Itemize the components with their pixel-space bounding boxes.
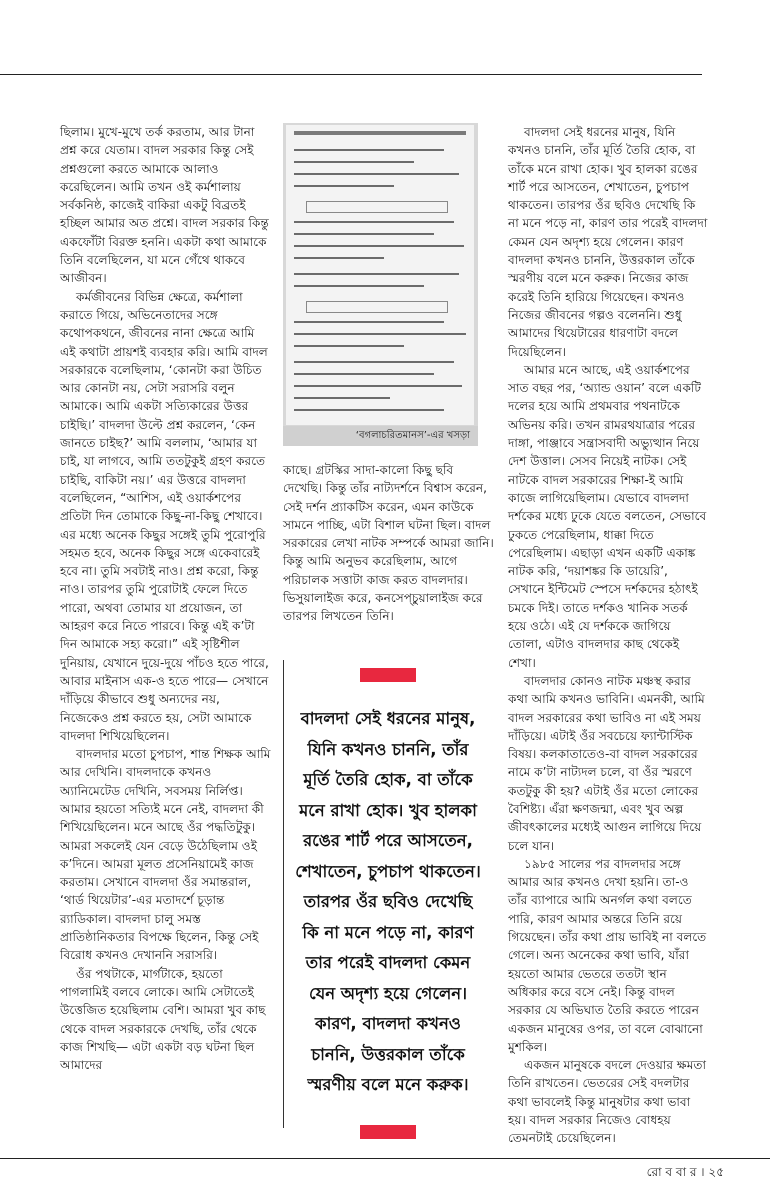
paragraph: একজন মানুষকে বদলে দেওয়ার ক্ষমতা তিনি রাখতেন। ভেতরের সেই বদলটার কথা ভাবলেই কিন্তু মানুষটার কথা ভাবা হয়। বাদল সরকার নিজেও বোধহয় তেমনটাই চেয়েছিলেন।	[508, 1058, 706, 1146]
paragraph: ওঁর পথটাকে, মার্গটাকে, হয়তো পাগলামিই বলবে লোকে। আমি সেটাতেই উত্তেজিত হয়েছিলাম বেশি। আমরা খুব কাছ থেকে বাদল সরকারকে দেখছি, তাঁর থেকে কাজ শিখছি— এটা একটা বড় ঘটনা ছিল আমাদের	[60, 966, 266, 1073]
manuscript-heading-line	[294, 131, 466, 135]
manuscript-figure	[283, 123, 478, 446]
pullquote	[293, 668, 483, 1139]
pullquote-top-bar	[360, 668, 416, 682]
manuscript-box	[306, 301, 448, 313]
paragraph: কর্মজীবনের বিভিন্ন ক্ষেত্রে, কর্মশালা করাতে গিয়ে, অভিনেতাদের সঙ্গে কথোপকথনে, জীবনের নানা ক্ষেত্রে আমি এই কথাটা প্রায়শই ব্যবহার করি। আমি বাদল সরকারকে বলেছিলাম, ‘কোনটা করা উচিত আর কোনটা নয়, সেটা সরাসরি বলুন আমাকে। আমি একটা সত্যিকারের উত্তর চাইছি।’ বাদলদা উল্টে প্রশ্ন করলেন, ‘কেন জানতে চাইছ?’ আমি বললাম, ‘আমার যা চাই, যা লাগবে, আমি ততটুকুই গ্রহণ করতে চাইছি, বাকিটা নয়।’ এর উত্তরে বাদলদা বলেছিলেন, “আশিস, এই ওয়ার্কশপের প্রতিটা দিন তোমাকে কিছু-না-কিছু শেখাবে। এর মধ্যে অনেক কিছুর সঙ্গেই তুমি পুরোপুরি সহমত হবে, অনেক কিছুর সঙ্গে একেবারেই হবে না। তুমি সবটাই নাও। প্রশ্ন করো, কিন্তু নাও। তারপর তুমি পুরোটাই ফেলে দিতে পারো, অথবা তোমার যা প্রয়োজন, তা আহরণ করে নিতে পারবে। কিন্তু এই ক’টা দিন আমাকে সহ্য করো।” এই সৃষ্টিশীল দুনিয়ায়, যেখানে দুয়ে-দুয়ে পাঁচও হতে পারে, আবার মাইনাস এক-ও হতে পারে— সেখানে দাঁড়িয়ে কীভাবে শুধু অন্যদের নয়, নিজেকেও প্রশ্ন করতে হয়, সেটা আমাকে বাদলদা শিখিয়েছিলেন।	[60, 289, 269, 743]
figure-caption: ‘বগলাচরিতমানস’-এর খসড়া	[283, 426, 478, 446]
paragraph: বাদলদার মতো চুপচাপ, শান্ত শিক্ষক আমি আর দেখিনি। বাদলদাকে কখনও অ্যানিমেটেড দেখিনি, সবসময় নির্লিপ্ত। আমার হয়তো সত্যিই মনে নেই, বাদলদা কী শিখিয়েছিলেন। মনে আছে ওঁর পদ্ধতিটুকু। আমরা সকলেই যেন বেড়ে উঠেছিলাম ওই ক’দিনে। আমরা মূলত প্রসেনিয়ামেই কাজ করতাম। সেখানে বাদলদা ওঁর সমান্তরাল, ‘থার্ড থিয়েটার’-এর মতাদর্শে চূড়ান্ত র‍্যাডিকাল। বাদলদা চালু সমস্ত প্রাতিষ্ঠানিকতার বিপক্ষে ছিলেন, কিন্তু সেই বিরোধ কখনও দেখাননি সরাসরি।	[60, 747, 271, 963]
pullquote-text: বাদলদা সেই ধরনের মানুষ, যিনি কখনও চাননি, তাঁর মূর্তি তৈরি হোক, বা তাঁকে মনে রাখা হোক। খুব হালকা রঙের শার্ট পরে আসতেন, শেখাতেন, চুপচাপ থাকতেন। তারপর ওঁর ছবিও দেখেছি কি না মনে পড়ে না, কারণ তার পরেই বাদলদা কেমন যেন অদৃশ্য হয়ে গেলেন। কারণ, বাদলদা কখনও চাননি, উত্তরকাল তাঁকে স্মরণীয় বলে মনে করুক।	[295, 709, 481, 1094]
manuscript-line	[294, 245, 464, 247]
manuscript-line	[294, 185, 394, 187]
page-footer: রো ব বা র । ২৫	[646, 1165, 724, 1179]
manuscript-line	[294, 173, 459, 175]
manuscript-box	[306, 201, 448, 213]
manuscript-line	[294, 321, 444, 323]
manuscript-line	[294, 273, 459, 275]
pullquote-rule	[283, 660, 284, 1128]
paragraph: বাদলদা সেই ধরনের মানুষ, যিনি কখনও চাননি, তাঁর মূর্তি তৈরি হোক, বা তাঁকে মনে রাখা হোক। খুব হালকা রঙের শার্ট পরে আসতেন, শেখাতেন, চুপচাপ থাকতেন। তারপর ওঁর ছবিও দেখেছি কি না মনে পড়ে না, কারণ তার পরেই বাদলদা কেমন যেন অদৃশ্য হয়ে গেলেন। কারণ বাদলদা কখনও চাননি, উত্তরকাল তাঁকে স্মরণীয় বলে মনে করুক। নিজের কাজ করেই তিনি হারিয়ে গিয়েছেন। কখনও নিজের জীবনের গল্পও বলেননি। শুধু আমাদের থিয়েটারের ধারণাটা বদলে দিয়েছিলেন।	[508, 125, 708, 359]
manuscript-line	[294, 385, 462, 387]
article-column-1	[60, 123, 272, 1074]
manuscript-line	[294, 285, 424, 287]
manuscript-line	[294, 161, 414, 163]
manuscript-line	[294, 233, 434, 235]
manuscript-line	[294, 409, 444, 411]
paragraph: কাছে। গ্রটস্কির সাদা-কালো কিছু ছবি দেখেছি। কিন্তু তাঁর নাট্যদর্শনে বিশ্বাস করেন, সেই দর্শন প্র্যাকটিস করেন, এমন কাউকে সামনে পাচ্ছি, এটা বিশাল ঘটনা ছিল। বাদল সরকারের লেখা নাটক সম্পর্কে আমরা জানি। কিন্তু আমি অনুভব করেছিলাম, আগে পরিচালক সত্তাটা কাজ করত বাদলদার। ভিসুয়ালাইজ করে, কনসেপ্চুয়ালাইজ করে তারপর লিখতেন তিনি।	[283, 463, 494, 624]
bottom-rule	[0, 1158, 770, 1159]
manuscript-line	[294, 345, 404, 347]
manuscript-line	[294, 397, 390, 399]
paragraph: ছিলাম। মুখে-মুখে তর্ক করতাম, আর টানা প্রশ্ন করে যেতাম। বাদল সরকার কিন্তু সেই প্রশ্নগুলো করতে আমাকে আলাও করেছিলেন। আমি তখন ওই কর্মশালায় সর্বকনিষ্ঠ, কাজেই বাকিরা একটু বিব্রতই হচ্ছিল আমার অত প্রশ্নে। বাদল সরকার কিন্তু একফোঁটা বিরক্ত হননি। একটা কথা আমাকে তিনি বলেছিলেন, যা মনে গেঁথে থাকবে আজীবন।	[60, 125, 269, 286]
top-rule	[0, 74, 702, 75]
manuscript-line	[294, 361, 454, 363]
manuscript-line	[294, 221, 454, 223]
article-column-3	[508, 123, 708, 1148]
manuscript-line	[294, 333, 466, 335]
manuscript-line	[294, 149, 444, 151]
article-column-2	[283, 461, 495, 626]
manuscript-image	[286, 125, 474, 425]
manuscript-line	[294, 373, 434, 375]
pullquote-bottom-bar	[360, 1125, 416, 1139]
paragraph: আমার মনে আছে, এই ওয়ার্কশপের সাত বছর পর, ‘অ্যান্ড ওয়ান’ বলে একটি দলের হয়ে আমি প্রথমবার পথনাটকে অভিনয় করি। তখন রামরথযাত্রার পরের দাঙ্গা, পাঞ্জাবে সন্ত্রাসবাদী অভ্যুত্থান নিয়ে দেশ উত্তাল। সেসব নিয়েই নাটক। সেই নাটকে বাদল সরকারের শিক্ষা-ই আমি কাজে লাগিয়েছিলাম। যেভাবে বাদলদা দর্শকের মধ্যে ঢুকে যেতে বলতেন, সেভাবে ঢুকতে পেরেছিলাম, ধাক্কা দিতে পেরেছিলাম। এছাড়া এখন একটি একাঙ্ক নাটক করি, ‘দয়াশঙ্কর কি ডায়েরি’, সেখানে ইন্টিমেট স্পেসে দর্শকদের হঠাৎই চমকে দিই। তাতে দর্শকও খানিক সতর্ক হয়ে ওঠে। এই যে দর্শককে জাগিয়ে তোলা, এটাও বাদলদার কাছ থেকেই শেখা।	[508, 362, 707, 670]
manuscript-line	[294, 257, 384, 259]
paragraph: ১৯৮৫ সালের পর বাদলদার সঙ্গে আমার আর কখনও দেখা হয়নি। তা-ও তাঁর ব্যাপারে আমি অনর্গল কথা বলতে পারি, কারণ আমার অন্তরে তিনি রয়ে গিয়েছেন। তাঁর কথা প্রায় ভাবিই না বলতে গেলে। অন্য অনেকের কথা ভাবি, যাঁরা হয়তো আমার ভেতরে ততটা স্থান অধিকার করে বসে নেই। কিন্তু বাদল সরকার যে অভিঘাত তৈরি করতে পারেন একজন মানুষের ওপর, তা বলে বোঝানো মুশকিল।	[508, 856, 707, 1054]
paragraph: বাদলদার কোনও নাটক মঞ্চস্থ করার কথা আমি কখনও ভাবিনি। এমনকী, আমি বাদল সরকারের কথা ভাবিও না এই সময় দাঁড়িয়ে। এটাই ওঁর সবচেয়ে ফ্যান্টাস্টিক বিষয়। কলকাতাতেও-বা বাদল সরকারের নামে ক’টা নাট্যদল চলে, বা ওঁর স্মরণে কতটুকু কী হয়? এটাই ওঁর মতো লোকের বৈশিষ্ট্য। এঁরা ক্ষণজন্মা, এবং খুব অল্প জীবৎকালের মধ্যেই আগুন লাগিয়ে দিয়ে চলে যান।	[508, 673, 705, 853]
